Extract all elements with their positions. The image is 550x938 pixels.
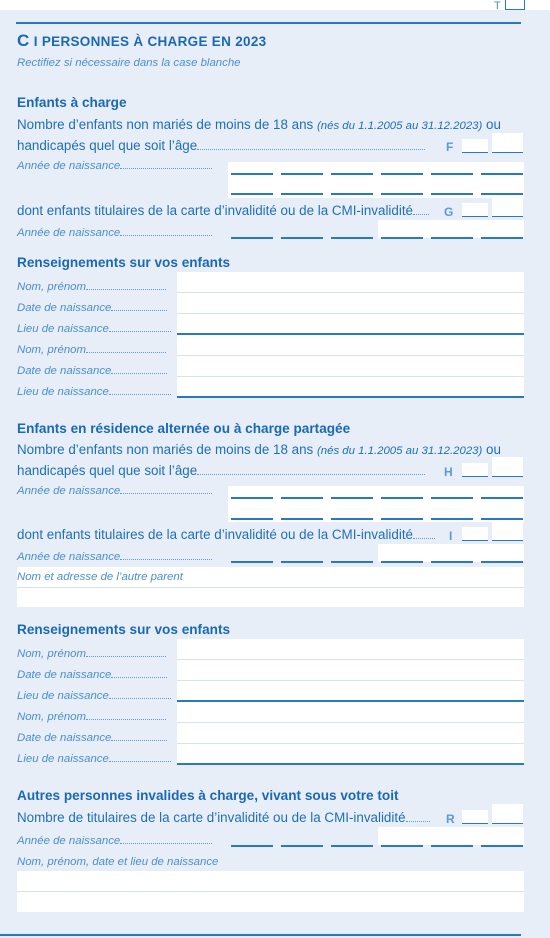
alternee-annee2: [17, 550, 212, 564]
year-grid-i: [378, 544, 524, 562]
alternee-invalid-text: dont enfants titulaires de la carte d’invalidité ou de la CMI-invalidité: [17, 527, 413, 542]
count-i-tens[interactable]: [462, 527, 488, 541]
year-slot-h-1[interactable]: [231, 497, 273, 499]
bottom-rule: [0, 934, 521, 936]
autres-annee: [17, 834, 212, 848]
year-slot-f-10[interactable]: [381, 193, 423, 195]
dot-leader: [86, 343, 166, 353]
dot-leader: [120, 550, 212, 560]
top-rule: [16, 22, 521, 24]
rens1-row-lieu: [17, 385, 171, 399]
code-f: F: [446, 140, 454, 154]
alternee-ou: ou: [486, 442, 501, 457]
rens1-row-date: [17, 364, 167, 378]
dot-leader: [109, 752, 171, 762]
year-slot-h-10[interactable]: [381, 518, 423, 520]
rens1-row-nom: [17, 343, 166, 357]
enfants-heading: Enfants à charge: [17, 95, 127, 110]
section-subtitle: Rectifiez si nécessaire dans la case blanche: [17, 57, 241, 69]
autres-heading: Autres personnes invalides à charge, vivant sous votre toit: [17, 788, 399, 803]
year-slot-f-7[interactable]: [231, 193, 273, 195]
alternee-annee-text: Année de naissance: [17, 485, 121, 497]
year-slot-g-2[interactable]: [281, 237, 323, 239]
rens2-row-nom: [17, 647, 166, 661]
year-slot-f-1[interactable]: [231, 173, 273, 175]
year-slot-h-6[interactable]: [481, 497, 523, 499]
rens2-row-nom-label: Nom, prénom: [17, 648, 87, 660]
year-slot-g-1[interactable]: [231, 237, 273, 239]
count-h-units-box[interactable]: [492, 457, 523, 477]
rens1-row-lieu: [17, 322, 171, 336]
year-slot-h-2[interactable]: [281, 497, 323, 499]
top-white-strip: [0, 0, 550, 10]
rens1-sep: [177, 355, 524, 356]
rens2-sep: [177, 743, 524, 744]
dot-leader: [109, 322, 171, 332]
alternee-line2-text: handicapés quel que soit l’âge: [17, 463, 198, 478]
year-slot-r-4[interactable]: [381, 845, 423, 847]
rens1-row-nom-label: Nom, prénom: [17, 281, 87, 293]
code-h: H: [444, 465, 453, 479]
enfants-annee2: [17, 226, 212, 240]
autres-line: [17, 810, 430, 826]
count-g-units-box[interactable]: [492, 197, 523, 217]
alternee-invalid-line: [17, 527, 435, 543]
year-slot-i-3[interactable]: [331, 561, 373, 563]
other-parent-sep: [17, 587, 524, 588]
year-grid-h: [228, 486, 524, 522]
year-slot-f-4[interactable]: [381, 173, 423, 175]
count-r-units-box[interactable]: [492, 804, 523, 824]
dot-leader: [413, 205, 429, 215]
year-slot-f-6[interactable]: [481, 173, 523, 175]
enfants-invalid-text: dont enfants titulaires de la carte d’invalidité ou de la CMI-invalidité: [17, 203, 413, 218]
rens2-fields[interactable]: [177, 639, 524, 764]
enfants-line1-text: Nombre d’enfants non mariés de moins de 18 ans: [17, 117, 314, 132]
enfants-annee2-text: Année de naissance: [17, 227, 121, 239]
enfants-ou: ou: [486, 117, 501, 132]
dot-leader: [86, 280, 166, 290]
enfants-dates: (nés du 1.1.2005 au 31.12.2023): [316, 120, 483, 132]
year-slot-h-11[interactable]: [431, 518, 473, 520]
dot-leader: [197, 140, 425, 150]
rens2-sep: [177, 659, 524, 660]
code-g: G: [444, 205, 454, 219]
enfants-annee-text: Année de naissance: [17, 160, 121, 172]
code-i: I: [449, 529, 453, 543]
year-slot-f-3[interactable]: [331, 173, 373, 175]
year-grid-r: [378, 827, 524, 845]
rens1-sep: [177, 376, 524, 377]
rens1-row-lieu-label: Lieu de naissance: [17, 323, 109, 335]
dot-leader: [111, 364, 167, 374]
year-slot-h-8[interactable]: [281, 518, 323, 520]
rens1-child2-end: [177, 396, 524, 398]
section-title-text: I PERSONNES À CHARGE EN 2023: [33, 34, 267, 49]
alternee-annee: [17, 484, 212, 498]
autres-nom-label: Nom, prénom, date et lieu de naissance: [17, 856, 219, 868]
dot-leader: [111, 668, 167, 678]
rens1-row-nom: [17, 280, 166, 294]
section-title: [17, 31, 266, 51]
rens1-fields[interactable]: [177, 272, 524, 397]
year-slot-i-6[interactable]: [481, 561, 523, 563]
dot-leader: [86, 647, 166, 657]
rens1-row-lieu-label: Lieu de naissance: [17, 386, 109, 398]
year-slot-i-5[interactable]: [431, 561, 473, 563]
alternee-annee2-text: Année de naissance: [17, 551, 121, 563]
year-slot-i-4[interactable]: [381, 561, 423, 563]
rens2-row-lieu-label: Lieu de naissance: [17, 753, 109, 765]
year-slot-g-3[interactable]: [331, 237, 373, 239]
dot-leader: [197, 465, 425, 475]
year-slot-r-2[interactable]: [281, 845, 323, 847]
rens2-row-date-label: Date de naissance: [17, 732, 112, 744]
section-letter: C: [17, 31, 30, 50]
autres-line-text: Nombre de titulaires de la carte d’invalidité ou de la CMI-invalidité: [17, 810, 406, 825]
year-slot-r-3[interactable]: [331, 845, 373, 847]
rens2-sep: [177, 680, 524, 681]
rens1-row-nom-label: Nom, prénom: [17, 344, 87, 356]
rens1-child1-end: [177, 333, 524, 335]
year-slot-f-12[interactable]: [481, 193, 523, 195]
rens2-row-date: [17, 668, 167, 682]
rens1-sep: [177, 313, 524, 314]
dot-leader: [120, 834, 212, 844]
year-slot-h-9[interactable]: [331, 518, 373, 520]
alternee-heading: Enfants en résidence alternée ou à charge partagée: [17, 421, 351, 436]
count-g-tens[interactable]: [462, 203, 488, 217]
year-slot-h-3[interactable]: [331, 497, 373, 499]
count-i-units-box[interactable]: [492, 521, 523, 541]
year-slot-g-6[interactable]: [481, 237, 523, 239]
alternee-line2: [17, 463, 425, 479]
alternee-dates: (nés du 1.1.2005 au 31.12.2023): [316, 445, 483, 457]
year-slot-f-2[interactable]: [281, 173, 323, 175]
year-slot-g-5[interactable]: [431, 237, 473, 239]
dot-leader: [413, 529, 435, 539]
year-slot-r-6[interactable]: [481, 845, 523, 847]
autres-annee-text: Année de naissance: [17, 835, 121, 847]
year-slot-h-4[interactable]: [381, 497, 423, 499]
enfants-annee: [17, 159, 212, 173]
dot-leader: [120, 484, 212, 494]
corner-checkbox[interactable]: [505, 0, 525, 10]
autres-nom-sep: [17, 891, 524, 892]
dot-leader: [86, 710, 166, 720]
year-slot-i-1[interactable]: [231, 561, 273, 563]
year-slot-r-5[interactable]: [431, 845, 473, 847]
year-slot-h-12[interactable]: [481, 518, 523, 520]
enfants-line2-text: handicapés quel que soit l’âge: [17, 138, 198, 153]
rens1-heading: Renseignements sur vos enfants: [17, 255, 231, 270]
year-slot-f-8[interactable]: [281, 193, 323, 195]
rens2-row-lieu: [17, 752, 171, 766]
other-parent-label: Nom et adresse de l’autre parent: [17, 571, 183, 583]
dot-leader: [109, 385, 171, 395]
rens2-child2-end: [177, 763, 524, 765]
count-f-tens[interactable]: [462, 139, 488, 153]
year-slot-g-4[interactable]: [381, 237, 423, 239]
rens2-row-date: [17, 731, 167, 745]
year-grid-g: [378, 220, 524, 238]
rens2-row-lieu-label: Lieu de naissance: [17, 690, 109, 702]
dot-leader: [120, 226, 212, 236]
rens1-row-date-label: Date de naissance: [17, 302, 112, 314]
enfants-invalid-line: [17, 203, 429, 219]
code-r: R: [446, 812, 455, 826]
rens2-sep: [177, 722, 524, 723]
year-slot-i-2[interactable]: [281, 561, 323, 563]
rens2-child1-end: [177, 700, 524, 702]
rens1-row-date: [17, 301, 167, 315]
year-slot-h-7[interactable]: [231, 518, 273, 520]
rens2-heading: Renseignements sur vos enfants: [17, 622, 231, 637]
rens2-row-date-label: Date de naissance: [17, 669, 112, 681]
count-h-tens[interactable]: [462, 463, 488, 477]
rens2-row-nom-label: Nom, prénom: [17, 711, 87, 723]
year-slot-f-11[interactable]: [431, 193, 473, 195]
dot-leader: [109, 689, 171, 699]
year-slot-h-5[interactable]: [431, 497, 473, 499]
year-slot-f-9[interactable]: [331, 193, 373, 195]
year-slot-f-5[interactable]: [431, 173, 473, 175]
dot-leader: [111, 301, 167, 311]
count-r-tens[interactable]: [462, 810, 488, 824]
alternee-line1-text: Nombre d’enfants non mariés de moins de 18 ans: [17, 442, 314, 457]
enfants-line2: [17, 138, 425, 154]
alternee-line1: [17, 442, 501, 459]
enfants-line1: [17, 117, 501, 134]
rens1-row-date-label: Date de naissance: [17, 365, 112, 377]
count-f-units-box[interactable]: [492, 133, 523, 153]
rens2-row-lieu: [17, 689, 171, 703]
dot-leader: [406, 812, 430, 822]
dot-leader: [120, 159, 212, 169]
rens1-sep: [177, 292, 524, 293]
year-slot-r-1[interactable]: [231, 845, 273, 847]
rens2-row-nom: [17, 710, 166, 724]
dot-leader: [111, 731, 167, 741]
corner-code: T: [494, 0, 501, 12]
